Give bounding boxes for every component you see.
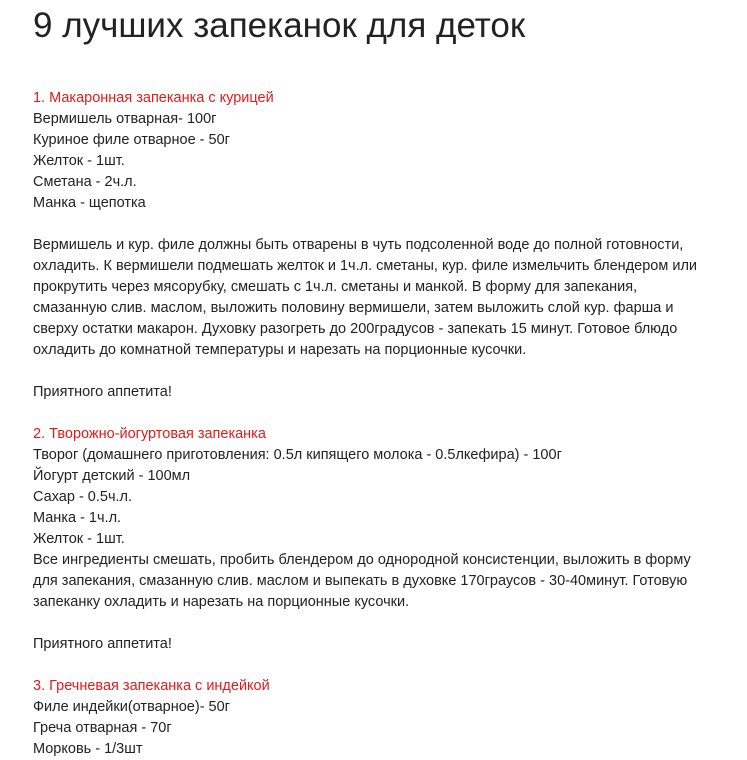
article-body (33, 88, 747, 760)
recipe-heading: 3. Гречневая запеканка с индейкой (33, 678, 270, 694)
paragraph-gap (33, 655, 747, 676)
instruction-line: охладить до комнатной температуры и нарезать на порционные кусочки. (33, 342, 527, 358)
ingredient-line: Вермишель отварная- 100г (33, 111, 217, 127)
ingredient-line: Творог (домашнего приготовления: 0.5л кипящего молока - 0.5лкефира) - 100г (33, 447, 562, 463)
instruction-line: смазанную слив. маслом, выложить половину вермишели, затем выложить слой кур. фарша и (33, 300, 674, 316)
ingredient-line: Йогурт детский - 100мл (33, 468, 191, 484)
ingredient-line: Греча отварная - 70г (33, 720, 172, 736)
paragraph-gap (33, 361, 747, 382)
closing-line: Приятного аппетита! (33, 384, 172, 400)
page-title: 9 лучших запеканок для деток (33, 6, 526, 45)
ingredient-line: Филе индейки(отварное)- 50г (33, 699, 230, 715)
recipe-heading: 2. Творожно-йогуртовая запеканка (33, 426, 266, 442)
paragraph-gap (33, 403, 747, 424)
instruction-line: прокрутить через мясорубку, смешать с 1ч.л. сметаны и манкой. В форму для запекания, (33, 279, 638, 295)
ingredient-line: Желток - 1шт. (33, 153, 125, 169)
closing-line: Приятного аппетита! (33, 636, 172, 652)
instruction-line: Все ингредиенты смешать, пробить блендером до однородной консистенции, выложить в форму (33, 552, 691, 568)
ingredient-line: Манка - щепотка (33, 195, 146, 211)
ingredient-line: Куриное филе отварное - 50г (33, 132, 230, 148)
ingredient-line: Сахар - 0.5ч.л. (33, 489, 133, 505)
ingredient-line: Морковь - 1/3шт (33, 741, 143, 757)
ingredient-line: Сметана - 2ч.л. (33, 174, 137, 190)
instruction-line: запеканку охладить и нарезать на порционные кусочки. (33, 594, 410, 610)
ingredient-line: Манка - 1ч.л. (33, 510, 122, 526)
instruction-line: Вермишель и кур. филе должны быть отварены в чуть подсоленной воде до полной готовности, (33, 237, 684, 253)
instruction-line: сверху остатки макарон. Духовку разогреть до 200градусов - запекать 15 минут. Готовое блюдо (33, 321, 678, 337)
paragraph-gap (33, 613, 747, 634)
ingredient-line: Желток - 1шт. (33, 531, 125, 547)
recipe-heading: 1. Макаронная запеканка с курицей (33, 90, 274, 106)
instruction-line: охладить. К вермишели подмешать желток и 1ч.л. сметаны, кур. филе измельчить блендером или (33, 258, 697, 274)
instruction-line: для запекания, смазанную слив. маслом и выпекать в духовке 170граусов - 30-40минут. Готовую (33, 573, 688, 589)
paragraph-gap (33, 214, 747, 235)
